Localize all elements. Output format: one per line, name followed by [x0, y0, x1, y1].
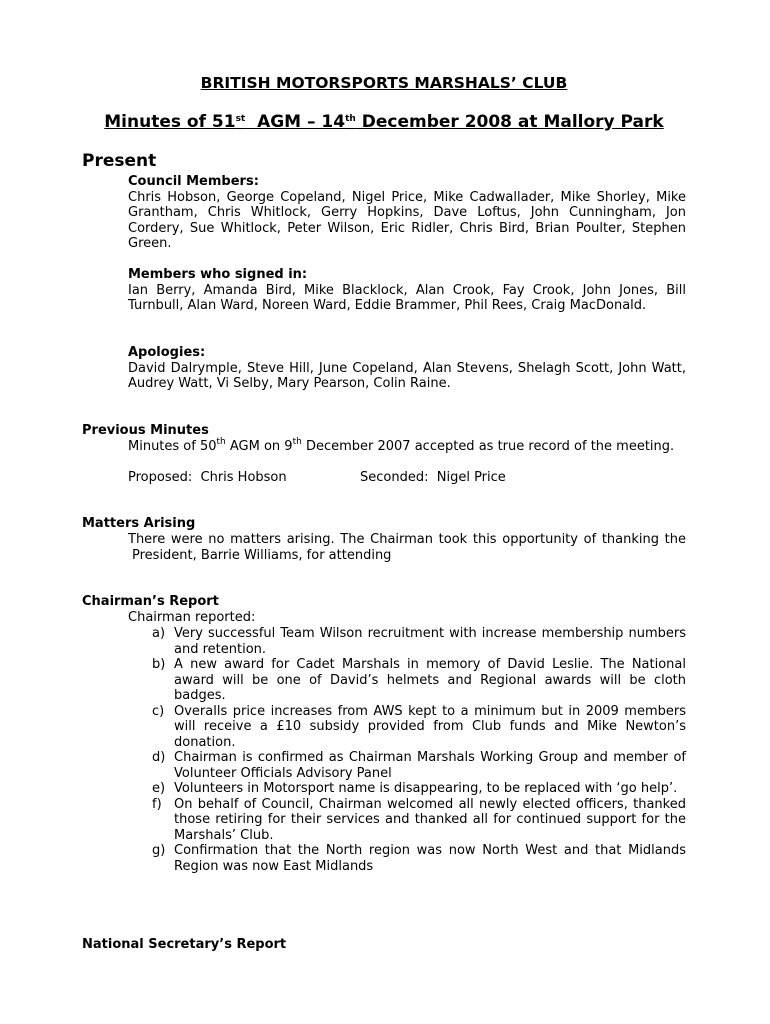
apologies-text: David Dalrymple, Steve Hill, June Copeland, Alan Stevens, Shelagh Scott, John Watt, Audrey Watt, Vi Selby, Mary Pearson, Colin Raine. — [128, 360, 686, 391]
report-list-item — [152, 657, 686, 704]
seconded-by: Seconded: Nigel Price — [360, 470, 506, 485]
matters-text-a: There were no matters arising. The Chairman took this opportunity of thanking the — [128, 532, 686, 547]
report-list-item — [152, 626, 686, 657]
previous-text-a: Minutes of 50 — [128, 439, 217, 454]
previous-sup-a: th — [216, 437, 226, 447]
previous-text-c: December 2007 accepted as true record of the meeting. — [301, 439, 675, 454]
report-list-item — [152, 797, 686, 844]
minutes-prefix: Minutes of 51 — [104, 112, 236, 132]
matters-text-b: President, Barrie Williams, for attending — [132, 547, 392, 563]
list-item-text: Overalls price increases from AWS kept to a minimum but in 2009 members will receive a £10 subsidy provided from Club funds and Mike Newton’s donation. — [174, 703, 686, 750]
members-signed-text: Ian Berry, Amanda Bird, Mike Blacklock, Alan Crook, Fay Crook, John Jones, Bill Turnbull, Alan Ward, Noreen Ward, Eddie Brammer, Phil Rees, Craig MacDonald. — [128, 282, 686, 313]
chairman-intro — [82, 610, 686, 626]
list-item-text: Confirmation that the North region was now North West and that Midlands Region was now East Midlands — [174, 843, 686, 874]
minutes-sup-2: th — [345, 114, 356, 124]
present-heading: Present — [82, 151, 157, 171]
proposed-seconded-line — [82, 470, 686, 486]
list-item-marker: c) — [152, 703, 165, 719]
apologies-block — [128, 345, 686, 392]
list-item-marker: e) — [152, 781, 166, 796]
national-secretary-heading: National Secretary’s Report — [82, 937, 287, 952]
members-signed-label: Members who signed in: — [128, 267, 308, 282]
minutes-suffix: December 2008 at Mallory Park — [355, 112, 664, 132]
council-members-block — [128, 174, 686, 252]
list-item-marker: a) — [152, 626, 166, 641]
matters-arising-heading: Matters Arising — [82, 516, 196, 531]
council-members-label: Council Members: — [128, 174, 259, 189]
previous-sup-b: th — [292, 437, 302, 447]
report-list-item — [152, 781, 686, 797]
members-signed-block — [128, 267, 686, 314]
matters-arising-text — [82, 532, 686, 563]
list-item-text: Volunteers in Motorsport name is disappearing, to be replaced with ‘go help’. — [174, 781, 678, 796]
proposed-by: Proposed: Chris Hobson — [128, 470, 287, 485]
chairman-intro-text: Chairman reported: — [128, 610, 256, 625]
chairman-report-list — [152, 626, 686, 874]
previous-minutes-heading: Previous Minutes — [82, 423, 209, 438]
list-item-text: Very successful Team Wilson recruitment with increase membership numbers and retention. — [174, 626, 686, 657]
report-list-item — [152, 750, 686, 781]
report-list-item — [152, 843, 686, 874]
chairmans-report-heading: Chairman’s Report — [82, 594, 219, 609]
list-item-marker: d) — [152, 750, 166, 765]
list-item-marker: g) — [152, 843, 166, 858]
apologies-label: Apologies: — [128, 345, 206, 360]
list-item-text: Chairman is confirmed as Chairman Marshals Working Group and member of Volunteer Officials Advisory Panel — [174, 750, 686, 781]
previous-minutes-text — [82, 439, 686, 455]
previous-text-b: AGM on 9 — [225, 439, 293, 454]
club-title: BRITISH MOTORSPORTS MARSHALS’ CLUB — [200, 74, 568, 92]
list-item-marker: b) — [152, 657, 166, 672]
council-members-text: Chris Hobson, George Copeland, Nigel Price, Mike Cadwallader, Mike Shorley, Mike Grantham, Chris Whitlock, Gerry Hopkins, Dave Loftus, John Cunningham, Jon Cordery, Sue Whitlock, Peter Wilson, Eric Ridler, Chris Bird, Brian Poulter, Stephen Green. — [128, 189, 686, 251]
list-item-text: On behalf of Council, Chairman welcomed all newly elected officers, thanked those retiring for their services and thanked all for continued support for the Marshals’ Club. — [174, 796, 686, 843]
list-item-marker: f) — [152, 796, 162, 812]
list-item-text: A new award for Cadet Marshals in memory of David Leslie. The National award will be one of David’s helmets and Regional awards will be cloth badges. — [174, 657, 686, 703]
minutes-title — [82, 112, 686, 132]
report-list-item — [152, 704, 686, 751]
minutes-mid: AGM – 14 — [245, 112, 346, 132]
minutes-sup-1: st — [235, 114, 246, 124]
